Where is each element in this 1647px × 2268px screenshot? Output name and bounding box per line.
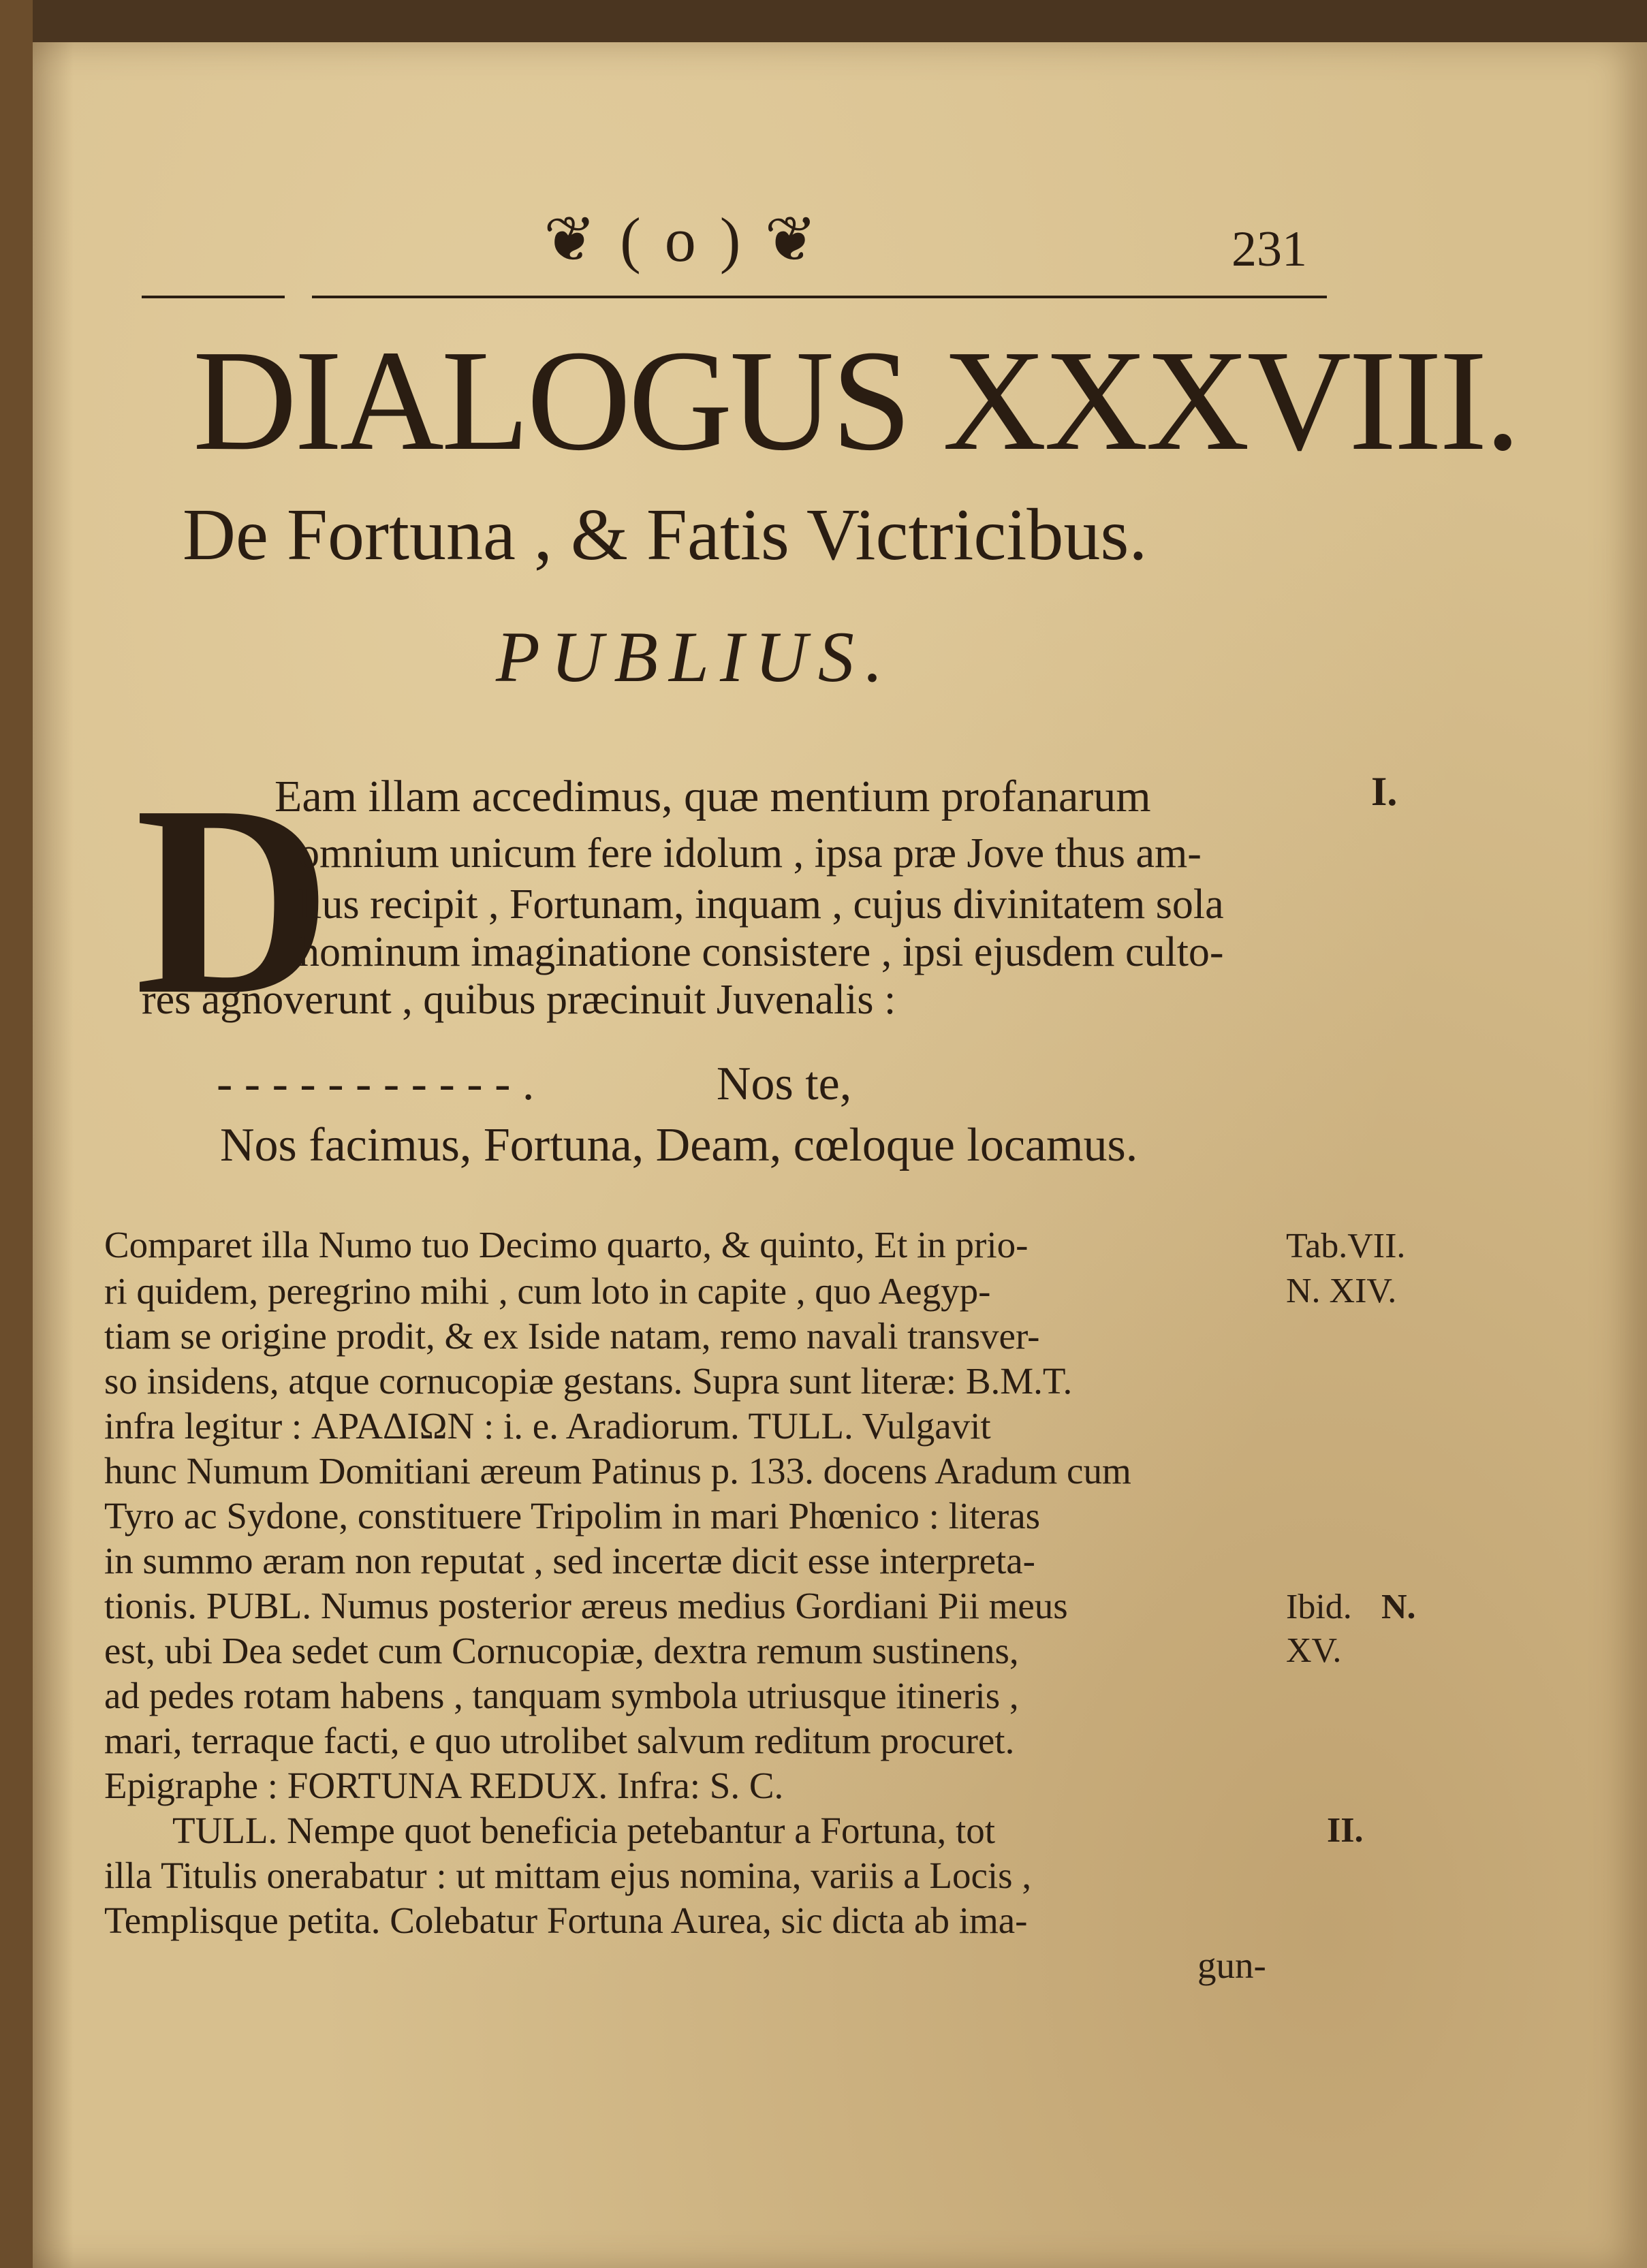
para1-line-5: res agnoverunt , quibus præcinuit Juvenalis : <box>142 977 896 1023</box>
margin-note-n14: N. XIV. <box>1286 1272 1397 1310</box>
body-line-10: est, ubi Dea sedet cum Cornucopiæ, dextra remum sustinens, <box>104 1630 1019 1671</box>
header-rule-left <box>142 296 285 298</box>
body-line-6: hunc Numum Domitiani æreum Patinus p. 133. docens Aradum cum <box>104 1450 1131 1492</box>
body-line-4: so insidens, atque cornucopiæ gestans. Supra sunt literæ: B.M.T. <box>104 1360 1073 1402</box>
catchword: gun- <box>1197 1944 1266 1986</box>
margin-note-1: I. <box>1371 769 1398 814</box>
verse-line-1-text: Nos te, <box>716 1058 852 1110</box>
para1-line-4: hominum imaginatione consistere , ipsi ejusdem culto- <box>298 929 1224 975</box>
verse-ellipsis: - - - - - - - - - - - . <box>217 1058 535 1110</box>
margin-note-xv: XV. <box>1286 1631 1342 1670</box>
dialogue-title: DIALOGUS XXXVIII. <box>193 320 1518 480</box>
body-line-11: ad pedes rotam habens , tanquam symbola utriusque itineris , <box>104 1675 1019 1716</box>
verse-line-1 <box>217 1060 851 1108</box>
body-line-2: ri quidem, peregrino mihi , cum loto in capite , quo Aegyp- <box>104 1270 991 1312</box>
body-line-9: tionis. PUBL. Numus posterior æreus medius Gordiani Pii meus <box>104 1585 1068 1626</box>
para1-line-1: Eam illam accedimus, quæ mentium profanarum <box>274 772 1151 821</box>
header-ornament: ❦ ( o ) ❦ <box>544 205 821 274</box>
body-line-16: Templisque petita. Colebatur Fortuna Aurea, sic dicta ab ima- <box>104 1900 1028 1941</box>
drop-cap: D <box>135 749 332 1051</box>
body-line-8: in summo æram non reputat , sed incertæ dicit esse interpreta- <box>104 1540 1035 1581</box>
book-binding-edge <box>0 0 33 2268</box>
body-line-7: Tyro ac Sydone, constituere Tripolim in mari Phœnico : literas <box>104 1495 1041 1537</box>
margin-note-n: N. <box>1381 1588 1416 1626</box>
body-line-3: tiam se origine prodit, & ex Iside natam, remo navali transver- <box>104 1315 1040 1357</box>
dialogue-subtitle: De Fortuna , & Fatis Victricibus. <box>183 494 1148 576</box>
page-number: 231 <box>1232 221 1307 277</box>
margin-note-ii: II. <box>1327 1811 1364 1850</box>
body-line-5: infra legitur : ΑΡΑΔΙΩΝ : i. e. Aradiorum. TULL. Vulgavit <box>104 1405 991 1447</box>
para1-line-3: lius recipit , Fortunam, inquam , cujus divinitatem sola <box>298 881 1224 928</box>
body-line-1: Comparet illa Numo tuo Decimo quarto, & quinto, Et in prio- <box>104 1224 1029 1265</box>
header-rule-right <box>312 296 1327 298</box>
body-line-13: Epigraphe : FORTUNA REDUX. Infra: S. C. <box>104 1765 784 1806</box>
body-line-12: mari, terraque facti, e quo utrolibet salvum reditum procuret. <box>104 1720 1015 1761</box>
body-line-15: illa Titulis onerabatur : ut mittam ejus nomina, variis a Locis , <box>104 1855 1032 1896</box>
speaker-name: PUBLIUS. <box>496 617 894 697</box>
margin-note-tab: Tab.VII. <box>1286 1227 1406 1265</box>
margin-note-ibid: Ibid. <box>1286 1588 1352 1626</box>
verse-line-2: Nos facimus, Fortuna, Deam, cœloque locamus. <box>220 1119 1138 1171</box>
para1-line-2: omnium unicum fere idolum , ipsa præ Jove thus am- <box>298 830 1202 877</box>
body-line-14: TULL. Nempe quot beneficia petebantur a Fortuna, tot <box>172 1810 996 1851</box>
book-page <box>33 42 1647 2268</box>
book-binding-top <box>0 0 1647 42</box>
